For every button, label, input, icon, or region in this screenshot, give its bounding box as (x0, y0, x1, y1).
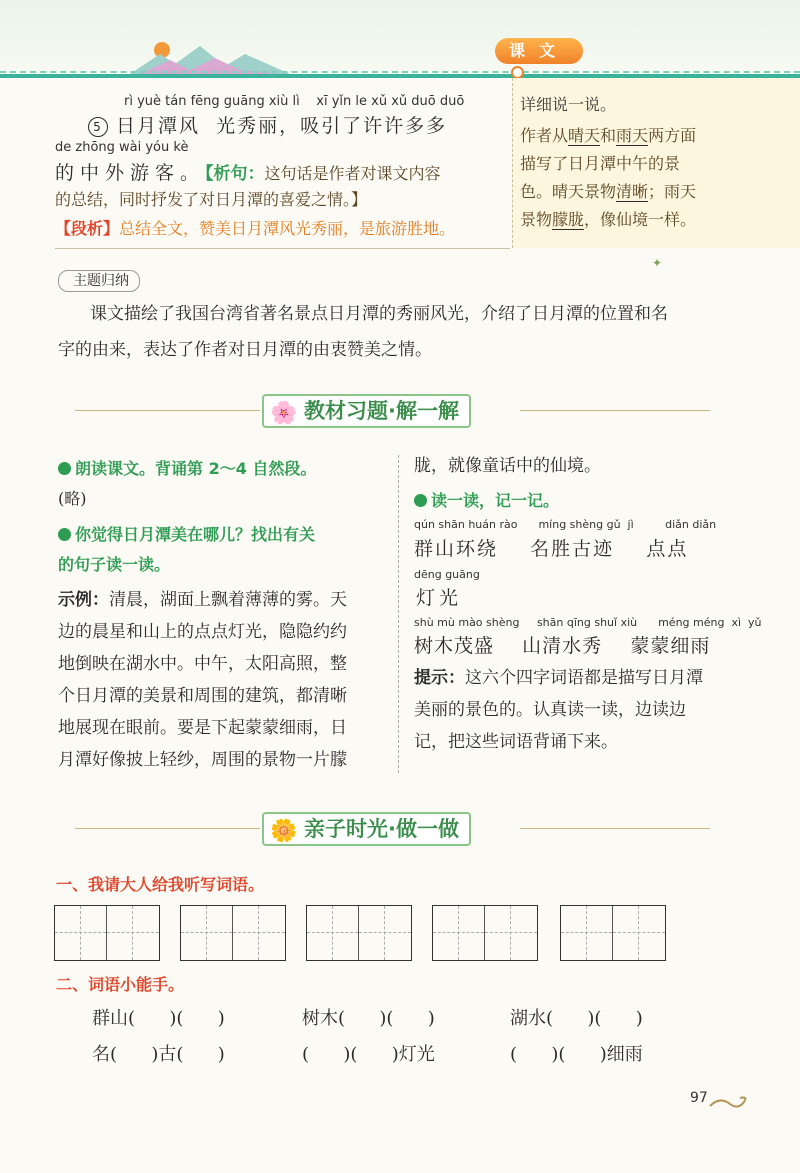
q3-words-1: 群山环绕 名胜古迹 点点 (414, 538, 689, 560)
q3-pinyin-1: qún shān huán rào míng shèng gǔ jì diǎn diǎn (414, 518, 717, 531)
analysis-text: 这句话是作者对课文内容 (264, 164, 441, 183)
bullet-icon (58, 528, 71, 541)
pinyin-line-1: rì yuè tán fēng guāng xiù lì xī yǐn le xǔ xǔ duō duō (124, 94, 465, 109)
ex1-title: 一、我请大人给我听写词语。 (56, 875, 265, 894)
dictation-grid-4[interactable] (432, 905, 538, 961)
q2-example: 示例：清晨，湖面上飘着薄薄的雾。天 边的晨星和山上的点点灯光，隐隐约约 地倒映在湖水中。中午，太阳高照，整 个日月潭的美景和周围的建筑，都清晰 地展现在眼前。要是下起蒙蒙细雨，日 月潭好像披上轻纱，周围的景物一片朦 (58, 590, 347, 770)
lesson-line-3: 的总结，同时抒发了对日月潭的喜爱之情。】 (55, 190, 368, 209)
dictation-grid-1[interactable] (54, 905, 160, 961)
q1-answer: (略) (58, 489, 87, 508)
paragraph-analysis-tag: 【段析】 (55, 219, 120, 238)
paragraph-analysis (55, 216, 455, 239)
column-divider (398, 455, 399, 773)
ex2-item[interactable]: ( )( )灯光 (302, 1044, 435, 1065)
lesson-line-2 (55, 158, 441, 185)
q3-pinyin-2: dēng guāng (414, 568, 480, 581)
q3-tip: 提示：这六个四字词语都是描写日月潭 美丽的景色的。认真读一读，边读边 记，把这些词语背诵下来。 (414, 668, 703, 752)
ex2-title: 二、词语小能手。 (56, 975, 185, 994)
example-tag: 示例： (58, 590, 109, 610)
leaf-icon: ✦ (652, 256, 663, 270)
q3-pinyin-3: shù mù mào shèng shān qīng shuǐ xiù méng méng xì yǔ (414, 616, 762, 629)
dictation-grid-2[interactable] (180, 905, 286, 961)
note-divider (512, 78, 513, 248)
flower-icon: 🌸 (270, 401, 298, 426)
section1-line-right (520, 410, 710, 411)
theme-label: 主题归纳 (58, 270, 140, 292)
q3-words-3: 树木茂盛 山清水秀 蒙蒙细雨 (414, 635, 711, 657)
dictation-grid-5[interactable] (560, 905, 666, 961)
lesson-tab: 课文 (495, 38, 583, 64)
ex2-item[interactable]: 湖水( )( ) (510, 1008, 643, 1029)
ex2-item[interactable]: 树木( )( ) (302, 1008, 435, 1029)
note-body: 作者从晴天和雨天两方面 描写了日月潭中午的景 色。晴天景物清晰；雨天 景物朦胧，像仙境一样。 (520, 126, 697, 229)
lesson-line-2-text: 的中外游客。 (55, 162, 206, 184)
q2-title-2: 的句子读一读。 (58, 555, 171, 574)
lesson-line-1-text: 日月潭风 光秀丽，吸引了许许多多 (116, 115, 448, 137)
ex2-item[interactable]: 群山( )( ) (92, 1008, 225, 1029)
section2-line-right (520, 828, 710, 829)
note-title: 详细说一说。 (520, 95, 617, 114)
header-band (0, 0, 800, 78)
header-dashed-line (0, 71, 800, 73)
q3-title: 读一读，记一记。 (414, 488, 559, 511)
pinyin-line-2: de zhōng wài yóu kè (55, 140, 189, 155)
q1-title: 朗读课文。背诵第 2～4 自然段。 (58, 456, 316, 479)
tip-tag: 提示： (414, 668, 465, 688)
ex2-item[interactable]: 名( )古( ) (92, 1044, 225, 1065)
paragraph-analysis-text: 总结全文，赞美日月潭风光秀丽，是旅游胜地。 (119, 219, 456, 238)
theme-line-1: 课文描绘了我国台湾省著名景点日月潭的秀丽风光，介绍了日月潭的位置和名 (90, 304, 668, 324)
dictation-grid-3[interactable] (306, 905, 412, 961)
q2-title-1: 你觉得日月潭美在哪儿？找出有关 (58, 522, 315, 545)
flower-icon: 🌼 (270, 819, 298, 844)
lesson-line-1 (88, 111, 447, 138)
analysis-tag: 【析句： (205, 164, 265, 184)
swirl-icon (708, 1094, 748, 1114)
ex2-item[interactable]: ( )( )细雨 (510, 1044, 643, 1065)
q2-example-cont: 胧，就像童话中的仙境。 (414, 456, 601, 476)
paragraph-number: 5 (88, 117, 108, 137)
theme-line-2: 字的由来，表达了作者对日月潭的由衷赞美之情。 (58, 340, 432, 360)
section1-line-left (75, 410, 260, 411)
section2-title: 🌼 亲子时光·做一做 (262, 812, 471, 846)
page-number: 97 (690, 1090, 708, 1106)
q3-words-2: 灯光 (416, 587, 463, 609)
section2-line-left (75, 828, 260, 829)
bullet-icon (414, 494, 427, 507)
section1-title: 🌸 教材习题·解一解 (262, 394, 471, 428)
bullet-icon (58, 462, 71, 475)
